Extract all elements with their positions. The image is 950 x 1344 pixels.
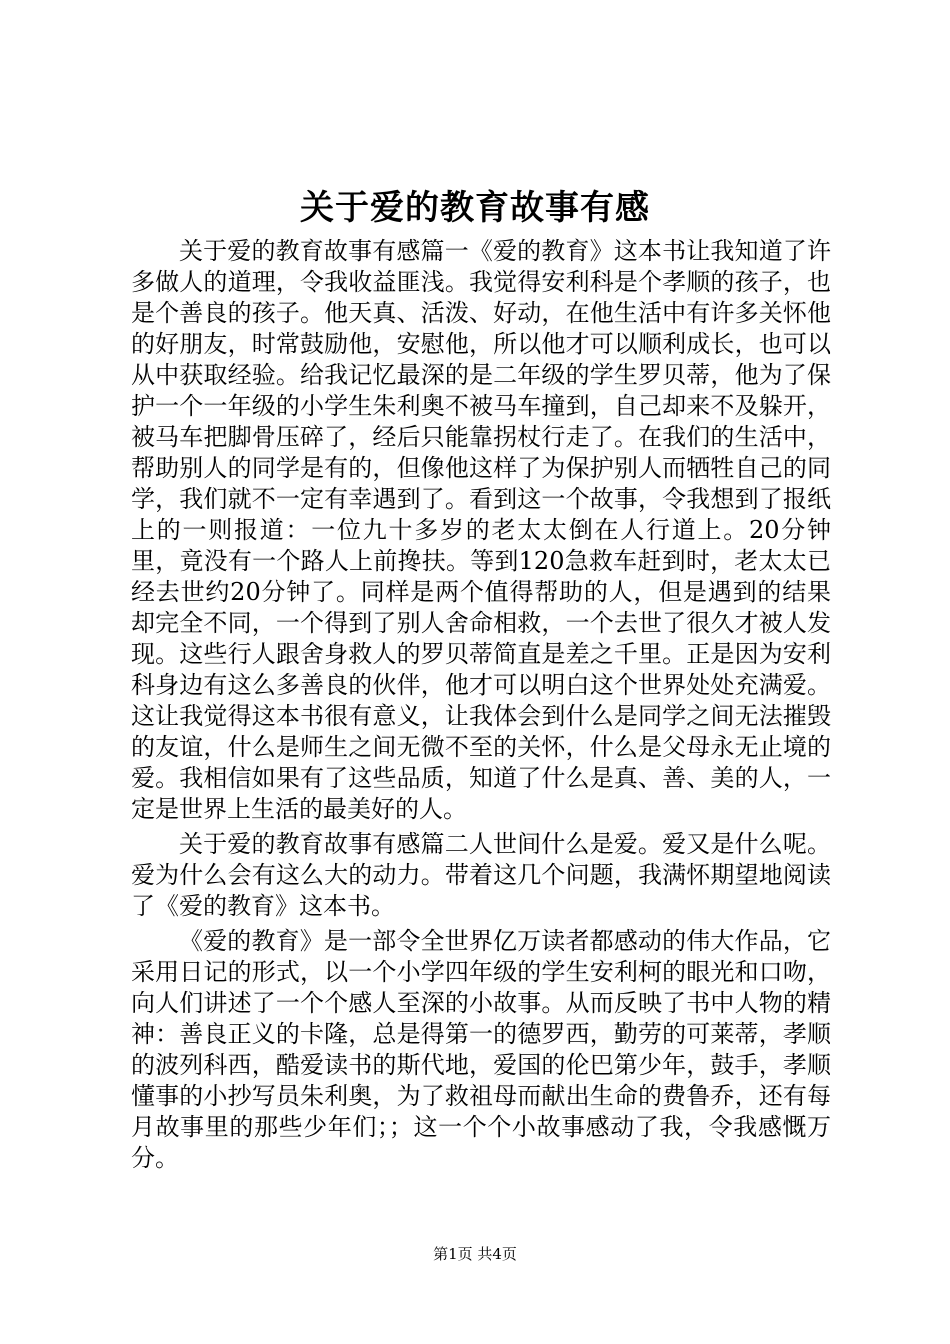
- page-footer: 第1页 共4页: [433, 1245, 517, 1263]
- document-body: [131, 236, 831, 1174]
- paragraph-3: 《爱的教育》是一部令全世界亿万读者都感动的伟大作品，它采用日记的形式，以一个小学四年级的学生安利柯的眼光和口吻，向人们讲述了一个个感人至深的小故事。从而反映了书中人物的精神：善良正义的卡隆，总是得第一的德罗西，勤劳的可莱蒂，孝顺的波列科西，酷爱读书的斯代地，爱国的伦巴第少年，鼓手，孝顺懂事的小抄写员朱利奥，为了救祖母而献出生命的费鲁乔，还有每月故事里的那些少年们；；这一个个小故事感动了我，令我感慨万分。: [131, 927, 831, 1172]
- document-title: 关于爱的教育故事有感: [300, 188, 650, 228]
- paragraph-2: 关于爱的教育故事有感篇二人世间什么是爱。爱又是什么呢。爱为什么会有这么大的动力。带着这几个问题，我满怀期望地阅读了《爱的教育》这本书。: [131, 830, 831, 920]
- paragraph-1: 关于爱的教育故事有感篇一《爱的教育》这本书让我知道了许多做人的道理，令我收益匪浅。我觉得安利科是个孝顺的孩子，也是个善良的孩子。他天真、活泼、好动，在他生活中有许多关怀他的好朋友，时常鼓励他，安慰他，所以他才可以顺利成长，也可以从中获取经验。给我记忆最深的是二年级的学生罗贝蒂，他为了保护一个一年级的小学生朱利奥不被马车撞到，自己却来不及躲开，被马车把脚骨压碎了，经后只能靠拐杖行走了。在我们的生活中，帮助别人的同学是有的，但像他这样了为保护别人而牺牲自己的同学，我们就不一定有幸遇到了。看到这一个故事，令我想到了报纸上的一则报道：一位九十多岁的老太太倒在人行道上。20分钟里，竟没有一个路人上前搀扶。等到120急救车赶到时，老太太已经去世约20分钟了。同样是两个值得帮助的人，但是遇到的结果却完全不同，一个得到了别人舍命相救，一个去世了很久才被人发现。这些行人跟舍身救人的罗贝蒂简直是差之千里。正是因为安利科身边有这么多善良的伙伴，他才可以明白这个世界处处充满爱。这让我觉得这本书很有意义，让我体会到什么是同学之间无法摧毁的友谊，什么是师生之间无微不至的关怀，什么是父母永无止境的爱。我相信如果有了这些品质，知道了什么是真、善、美的人，一定是世界上生活的最美好的人。: [131, 237, 831, 823]
